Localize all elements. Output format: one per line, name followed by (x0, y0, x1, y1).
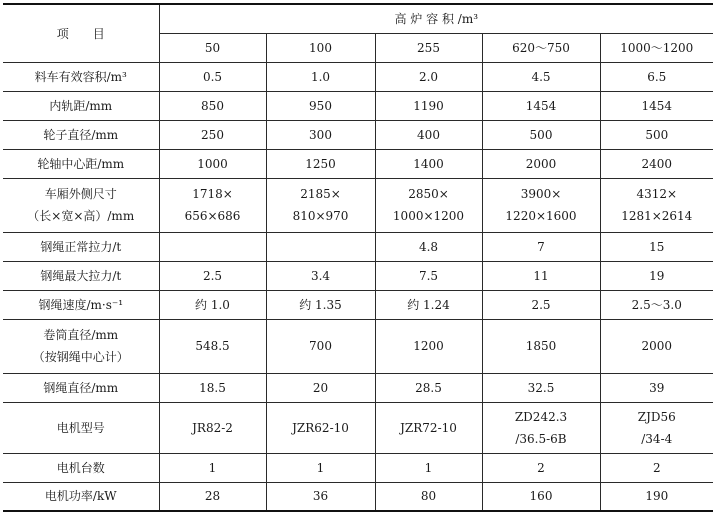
cell-value: 28.5 (415, 380, 442, 395)
cell-value: 4.8 (418, 239, 439, 254)
column-header: 620～750 (482, 33, 600, 62)
cell-value: 500 (529, 127, 553, 142)
table-cell (482, 482, 600, 511)
column-header: 255 (375, 33, 482, 62)
column-header: 1000～1200 (600, 33, 713, 62)
cell-value: 1454 (641, 98, 673, 113)
table-cell (159, 402, 266, 453)
cell-value: 36 (312, 489, 329, 504)
table-cell (375, 373, 482, 402)
table-cell (600, 178, 713, 232)
table-cell (482, 319, 600, 373)
table-cell (600, 120, 713, 149)
cell-value: 6.5 (647, 69, 667, 84)
table-cell (266, 453, 375, 482)
table-cell (600, 402, 713, 453)
table-cell (159, 149, 266, 178)
table-cell (375, 149, 482, 178)
cell-value: 400 (417, 127, 440, 142)
cell-value: 250 (201, 127, 224, 142)
table-cell (159, 373, 266, 402)
table-row (3, 62, 713, 91)
cell-value: /34-4 (641, 431, 673, 446)
row-label (3, 232, 159, 261)
row-label-line: 轮轴中心距/mm (37, 156, 125, 171)
table-cell (482, 178, 600, 232)
table-cell (482, 373, 600, 402)
table-cell (482, 91, 600, 120)
furnace-volume-header: 高 炉 容 积 /m³ (159, 4, 713, 33)
table-cell (482, 453, 600, 482)
table-cell (266, 178, 375, 232)
table-row (3, 178, 713, 232)
cell-value: 约 1.24 (407, 297, 450, 312)
table-cell (266, 232, 375, 261)
cell-value: 2.0 (418, 69, 439, 84)
table-cell (482, 261, 600, 290)
table-cell (159, 482, 266, 511)
cell-value: 810×970 (292, 209, 349, 223)
table-cell (375, 290, 482, 319)
header-row-group (3, 4, 713, 33)
table-cell (266, 149, 375, 178)
cell-value: 2 (537, 460, 545, 475)
table-cell (375, 453, 482, 482)
cell-value: 548.5 (195, 339, 230, 353)
cell-value: 190 (645, 489, 669, 504)
cell-value: 4312× (636, 187, 678, 201)
table-row (3, 261, 713, 290)
cell-value: 28 (204, 489, 221, 504)
cell-value: 950 (309, 98, 332, 113)
cell-value: 11 (533, 268, 549, 283)
table-cell (159, 178, 266, 232)
cell-value: 2000 (641, 339, 673, 353)
cell-value: 1.0 (310, 69, 331, 84)
row-label (3, 261, 159, 290)
table-cell (375, 62, 482, 91)
cell-value: ZJD56 (637, 409, 676, 424)
table-cell (159, 232, 266, 261)
table-cell (600, 91, 713, 120)
row-label-line: 车厢外侧尺寸 (44, 187, 117, 201)
row-label (3, 290, 159, 319)
cell-value: /36.5-6B (515, 431, 567, 446)
row-label-line: 钢绳正常拉力/t (40, 239, 122, 254)
cell-value: 2000 (525, 156, 557, 171)
column-header: 100 (266, 33, 375, 62)
table-cell (266, 62, 375, 91)
cell-value: 7.5 (418, 268, 439, 283)
cell-value: 1400 (413, 156, 444, 171)
table-cell (600, 232, 713, 261)
row-label-line: 钢绳直径/mm (43, 380, 119, 395)
row-label (3, 62, 159, 91)
table-row (3, 402, 713, 453)
cell-value: 80 (420, 489, 437, 504)
cell-value: 2185× (300, 187, 341, 201)
table-cell (482, 120, 600, 149)
cell-value: 15 (649, 239, 665, 254)
row-label-line: 轮子直径/mm (43, 127, 119, 142)
cell-value: 1000 (197, 156, 228, 171)
table-cell (375, 120, 482, 149)
row-label (3, 91, 159, 120)
row-label (3, 319, 159, 373)
table-cell (375, 402, 482, 453)
cell-value: 1250 (305, 156, 336, 171)
cell-value: 2850× (408, 187, 449, 201)
cell-value: 3.4 (310, 268, 331, 283)
table-cell (600, 290, 713, 319)
cell-value: 300 (309, 127, 332, 142)
cell-value: 656×686 (184, 209, 241, 223)
table-cell (600, 373, 713, 402)
row-label-line: （按钢绳中心计） (32, 350, 129, 364)
spec-table-body (3, 62, 713, 511)
row-label (3, 373, 159, 402)
table-cell (482, 402, 600, 453)
column-header: 50 (159, 33, 266, 62)
cell-value: 1718× (192, 187, 233, 201)
cell-value: 850 (201, 98, 224, 113)
table-cell (375, 178, 482, 232)
table-cell (159, 261, 266, 290)
row-label-line: 钢绳速度/m·s⁻¹ (38, 297, 124, 312)
row-label (3, 120, 159, 149)
table-cell (482, 232, 600, 261)
cell-value: 1200 (413, 339, 444, 353)
table-cell (375, 482, 482, 511)
table-row (3, 373, 713, 402)
row-label-line: 内轨距/mm (49, 98, 113, 113)
table-cell (266, 482, 375, 511)
cell-value: 1 (424, 460, 433, 475)
table-cell (159, 319, 266, 373)
table-cell (600, 319, 713, 373)
cell-value: 1000×1200 (392, 209, 465, 223)
cell-value: 160 (529, 489, 553, 504)
cell-value: 500 (645, 127, 669, 142)
cell-value: 1281×2614 (621, 209, 693, 223)
table-cell (600, 482, 713, 511)
table-cell (266, 261, 375, 290)
table-cell (159, 91, 266, 120)
cell-value: 2 (652, 460, 661, 475)
table-row (3, 120, 713, 149)
row-label (3, 178, 159, 232)
cell-value: 0.5 (202, 69, 223, 84)
cell-value: 700 (309, 339, 332, 353)
table-cell (266, 91, 375, 120)
table-cell (600, 453, 713, 482)
table-cell (266, 319, 375, 373)
table-row (3, 319, 713, 373)
row-label (3, 402, 159, 453)
row-label-line: 电机型号 (56, 420, 105, 435)
cell-value: 4.5 (531, 69, 551, 84)
table-row (3, 232, 713, 261)
cell-value: 1 (208, 460, 217, 475)
table-cell (375, 232, 482, 261)
row-label (3, 482, 159, 511)
cell-value: 1190 (413, 98, 444, 113)
table-cell (266, 290, 375, 319)
cell-value: 2400 (641, 156, 673, 171)
cell-value: ZD242.3 (514, 409, 568, 424)
table-row (3, 91, 713, 120)
cell-value: JR82-2 (192, 420, 233, 435)
cell-value: 18.5 (199, 380, 226, 395)
cell-value: JZR72-10 (400, 420, 457, 435)
table-cell (159, 120, 266, 149)
table-cell (482, 149, 600, 178)
table-cell (482, 62, 600, 91)
cell-value: 7 (537, 239, 545, 254)
row-label-line: 卷筒直径/mm (43, 328, 119, 342)
cell-value: 2.5 (202, 268, 223, 283)
spec-table-wrapper (3, 3, 713, 512)
table-cell (159, 62, 266, 91)
row-label (3, 453, 159, 482)
table-cell (266, 402, 375, 453)
row-label-line: 电机台数 (56, 460, 105, 475)
row-label-line: 电机功率/kW (44, 489, 117, 504)
cell-value: 2.5～3.0 (631, 297, 682, 312)
row-label-line: （长×宽×高）/mm (27, 209, 135, 223)
cell-value: 1850 (525, 339, 557, 353)
cell-value: 1 (316, 460, 325, 475)
cell-value: 19 (649, 268, 665, 283)
cell-value: JZR62-10 (292, 420, 349, 435)
table-cell (600, 62, 713, 91)
row-label (3, 149, 159, 178)
cell-value: 39 (649, 380, 665, 395)
table-row (3, 482, 713, 511)
item-header: 项 目 (3, 4, 159, 62)
table-cell (159, 290, 266, 319)
cell-value: 20 (312, 380, 329, 395)
table-row (3, 290, 713, 319)
row-label-line: 料车有效容积/m³ (34, 69, 127, 84)
table-row (3, 149, 713, 178)
table-cell (266, 373, 375, 402)
table-cell (600, 149, 713, 178)
cell-value: 1220×1600 (505, 209, 577, 223)
table-cell (375, 319, 482, 373)
table-cell (375, 261, 482, 290)
cell-value: 3900× (520, 187, 562, 201)
row-label-line: 钢绳最大拉力/t (40, 268, 122, 283)
table-cell (600, 261, 713, 290)
cell-value: 约 1.35 (299, 297, 342, 312)
table-cell (482, 290, 600, 319)
table-cell (266, 120, 375, 149)
table-row (3, 453, 713, 482)
cell-value: 1454 (525, 98, 557, 113)
blast-furnace-skip-car-spec-table (3, 3, 713, 512)
cell-value: 2.5 (531, 297, 551, 312)
table-cell (159, 453, 266, 482)
cell-value: 32.5 (527, 380, 555, 395)
cell-value: 约 1.0 (195, 297, 230, 312)
table-cell (375, 91, 482, 120)
